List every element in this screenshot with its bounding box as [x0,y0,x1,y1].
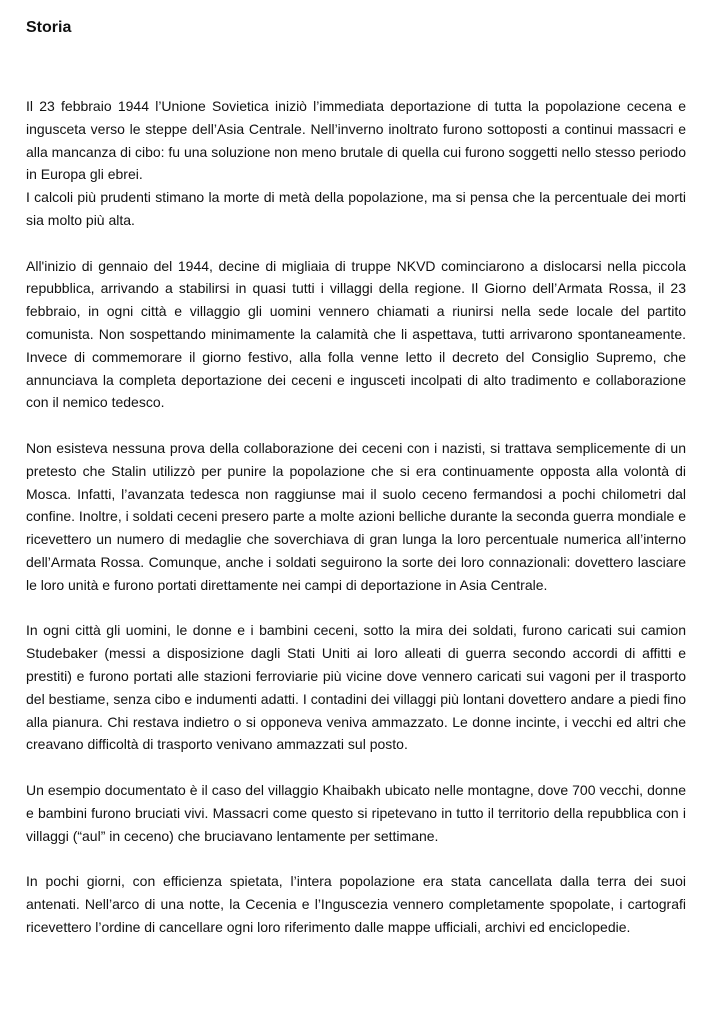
paragraph-line: All'inizio di gennaio del 1944, decine di migliaia di truppe NKVD cominciarono a dislocarsi nella piccola repubblica, arrivando a stabilirsi in quasi tutti i villaggi della regione. Il Giorno dell’Armata Rossa, il 23 febbraio, in ogni città e villaggio gli uomini vennero chiamati a riunirsi nella sede locale del partito comunista. Non sospettando minimamente la calamità che li aspettava, tutti arrivarono spontaneamente. Invece di commemorare il giorno festivo, alla folla venne letto il decreto del Consiglio Supremo, che annunciava la completa deportazione dei ceceni e ingusceti incolpati di alto tradimento e collaborazione con il nemico tedesco. [26,257,686,411]
paragraph-3 [26,437,686,597]
paragraph-5 [26,779,686,847]
paragraph-2 [26,255,686,415]
paragraph-line: In pochi giorni, con efficienza spietata, l’intera popolazione era stata cancellata dalla terra dei suoi antenati. Nell’arco di una notte, la Cecenia e l’Inguscezia vennero completamente spopolate, i cartografi ricevettero l’ordine di cancellare ogni loro riferimento dalle mappe ufficiali, archivi ed enciclopedie. [26,873,686,935]
paragraph-line: Non esisteva nessuna prova della collaborazione dei ceceni con i nazisti, si trattava semplicemente di un pretesto che Stalin utilizzò per punire la popolazione che si era continuamente opposta alla volontà di Mosca. Infatti, l’avanzata tedesca non raggiunse mai il suolo ceceno fermandosi a pochi chilometri dal confine. Inoltre, i soldati ceceni presero parte a molte azioni belliche durante la seconda guerra mondiale e ricevettero un numero di medaglie che soverchiava di gran lunga la loro percentuale numerica all’interno dell’Armata Rossa. Comunque, anche i soldati seguirono la sorte dei loro connazionali: dovettero lasciare le loro unità e furono portati direttamente nei campi di deportazione in Asia Centrale. [26,439,686,593]
document-page [26,18,686,961]
paragraph-line: In ogni città gli uomini, le donne e i bambini ceceni, sotto la mira dei soldati, furono caricati sui camion Studebaker (messi a disposizione dagli Stati Uniti ai loro alleati di guerra secondo accordi di affitti e prestiti) e furono portati alle stazioni ferroviarie più vicine dove vennero caricati sui vagoni per il trasporto del bestiame, senza cibo e indumenti adatti. I contadini dei villaggi più lontani dovettero andare a piedi fino alla pianura. Chi restava indietro o si opponeva veniva ammazzato. Le donne incinte, i vecchi ed altri che creavano difficoltà di trasporto venivano ammazzati sul posto. [26,622,686,753]
paragraph-line: Il 23 febbraio 1944 l’Unione Sovietica iniziò l’immediata deportazione di tutta la popolazione cecena e ingusceta verso le steppe dell’Asia Centrale. Nell’inverno inoltrato furono sottoposti a continui massacri e alla mancanza di cibo: fu una soluzione non meno brutale di quella cui furono soggetti nello stesso periodo in Europa gli ebrei. [26,98,686,183]
paragraph-line: Un esempio documentato è il caso del villaggio Khaibakh ubicato nelle montagne, dove 700 vecchi, donne e bambini furono bruciati vivi. Massacri come questo si ripetevano in tutto il territorio della repubblica con i villaggi (“aul” in ceceno) che bruciavano lentamente per settimane. [26,781,686,844]
paragraph-4 [26,619,686,756]
document-body [26,95,686,938]
paragraph-line: I calcoli più prudenti stimano la morte di metà della popolazione, ma si pensa che la percentuale dei morti sia molto più alta. [26,189,686,228]
paragraph-1 [26,95,686,232]
section-title: Storia [26,19,72,36]
paragraph-6 [26,870,686,938]
